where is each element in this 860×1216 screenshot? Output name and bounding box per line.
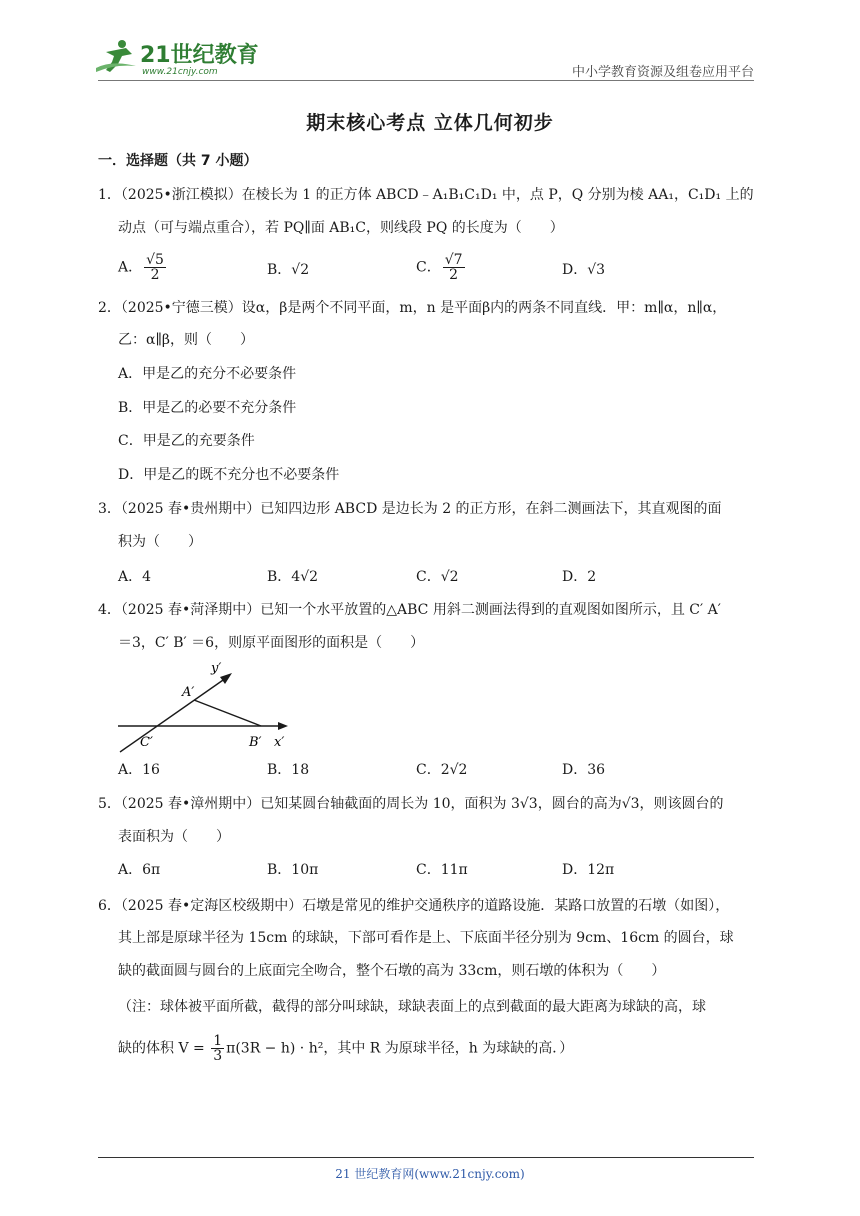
q6-line3: 缺的截面圆与圆台的上底面完全吻合，整个石墩的高为 33cm，则石墩的体积为（ ） — [118, 963, 666, 979]
q5-option-c: C．11π — [416, 862, 468, 878]
logo-url: www.21cnjy.com — [142, 67, 218, 77]
footer-text: 21 世纪教育网(www.21cnjy.com) — [335, 1167, 525, 1181]
label-x-axis: x′ — [274, 735, 285, 750]
q2-line1: 2．（2025•宁德三模）设α，β是两个不同平面，m，n 是平面β内的两条不同直线．甲：m∥α，n∥α， — [98, 300, 727, 316]
q5-option-b: B．10π — [267, 862, 319, 878]
q4-option-b: B．18 — [267, 762, 310, 778]
q1-line2: 动点（可与端点重合），若 PQ∥面 AB₁C，则线段 PQ 的长度为（ ） — [118, 220, 564, 236]
q4-line1: 4．（2025 春•菏泽期中）已知一个水平放置的△ABC 用斜二测画法得到的直观图如图所示，且 C′ A′ — [98, 602, 721, 618]
q3-line2: 积为（ ） — [118, 534, 202, 550]
q2-option-d: D．甲是乙的既不充分也不必要条件 — [118, 467, 340, 483]
q1-option-b: B．√2 — [267, 262, 310, 278]
q3-line1: 3．（2025 春•贵州期中）已知四边形 ABCD 是边长为 2 的正方形，在斜二测画法下，其直观图的面 — [98, 501, 722, 517]
q3-option-d: D．2 — [562, 569, 597, 585]
header-platform-text: 中小学教育资源及组卷应用平台 — [571, 65, 754, 80]
q2-option-a: A．甲是乙的充分不必要条件 — [118, 366, 297, 382]
x-axis-arrow — [278, 722, 288, 730]
q4-option-a: A．16 — [118, 762, 160, 778]
q1-option-c: C． $\frac{√7}{2}$ — [416, 252, 463, 283]
q2-option-b: B．甲是乙的必要不充分条件 — [118, 400, 297, 416]
label-y-axis: y′ — [211, 661, 222, 676]
q6-note-line2: 缺的体积 V = $\frac{1}{3}$ π(3R − h) · h²，其中 R 为原球半径，h 为球缺的高．） — [118, 1033, 574, 1064]
footer-divider — [98, 1157, 754, 1158]
logo — [92, 38, 267, 78]
q4-option-d: D．36 — [562, 762, 606, 778]
q5-line1: 5．（2025 春•漳州期中）已知某圆台轴截面的周长为 10，面积为 3√3，圆台的高为√3，则该圆台的 — [98, 796, 724, 812]
q2-option-c: C．甲是乙的充要条件 — [118, 433, 255, 449]
q1-option-d: D．√3 — [562, 262, 606, 278]
q5-option-a: A．6π — [118, 862, 161, 878]
page-title: 期末核心考点 立体几何初步 — [306, 112, 554, 134]
q2-line2: 乙：α∥β，则（ ） — [118, 332, 255, 348]
y-axis — [120, 678, 226, 752]
y-axis-arrow — [220, 673, 232, 684]
q5-option-d: D．12π — [562, 862, 615, 878]
label-a: A′ — [182, 685, 195, 700]
q1-option-a: A． $\frac{√5}{2}$ — [118, 252, 164, 283]
q4-figure — [116, 660, 296, 759]
q1-line1: 1．（2025•浙江模拟）在棱长为 1 的正方体 ABCD﹣A₁B₁C₁D₁ 中，点 P，Q 分别为棱 AA₁，C₁D₁ 上的 — [98, 187, 754, 203]
q3-option-c: C．√2 — [416, 569, 459, 585]
q6-note-line1: （注：球体被平面所截，截得的部分叫球缺，球缺表面上的点到截面的最大距离为球缺的高，球 — [118, 999, 706, 1015]
logo-text: 21世纪教育 — [140, 43, 259, 68]
q3-option-a: A．4 — [118, 569, 152, 585]
q6-line2: 其上部是原球半径为 15cm 的球缺，下部可看作是上、下底面半径分别为 9cm、16cm 的圆台，球 — [118, 930, 734, 946]
q4-line2: ＝3，C′ B′ ＝6，则原平面图形的面积是（ ） — [118, 635, 425, 651]
label-b: B′ — [249, 735, 262, 750]
label-c: C′ — [140, 735, 153, 750]
q3-option-b: B．4√2 — [267, 569, 319, 585]
q4-option-c: C．2√2 — [416, 762, 468, 778]
q6-line1: 6．（2025 春•定海区校级期中）石墩是常见的维护交通秩序的道路设施．某路口放置的石墩（如图）， — [98, 898, 730, 914]
q5-line2: 表面积为（ ） — [118, 829, 230, 845]
header-divider — [98, 80, 754, 81]
section-heading: 一．选择题（共 7 小题） — [98, 153, 258, 169]
segment-ab — [194, 700, 261, 726]
